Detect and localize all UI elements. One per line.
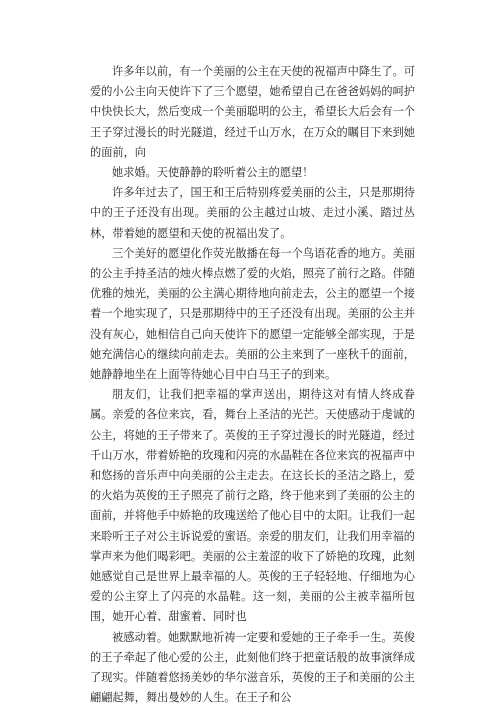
- paragraph-1: 许多年以前，有一个美丽的公主在天使的祝福声中降生了。可爱的小公主向天使许下了三个愿望，她希望自己在爸爸妈妈的呵护中快快长大，然后变成一个美丽聪明的公主，希望长大后会有一个王子穿过漫长的时光隧道，经过千山万水，在万众的瞩目下来到她的面前，向: [90, 65, 415, 159]
- paragraph-2: 她求婚。天使静静的聆听着公主的愿望！: [112, 166, 314, 180]
- document-body: [90, 62, 415, 709]
- paragraph-5: 朋友们，让我们把幸福的掌声送出，期待这对有情人终成眷属。亲爱的各位来宾，看，舞台上圣洁的光芒。天使感动于虔诚的公主，将她的王子带来了。英俊的王子穿过漫长的时光隧道，经过千山万水，带着娇艳的玫瑰和闪亮的水晶鞋在各位来宾的祝福声中和悠扬的音乐声中向美丽的公主走去。在这长长的圣洁之路上，爱的火焰为英俊的王子照亮了前行之路，终于他来到了美丽的公主的面前，并将他手中娇艳的玫瑰送给了他心目中的太阳。让我们一起来聆听王子对公主诉说爱的蜜语。亲爱的朋友们，让我们用幸福的掌声来为他们喝彩吧。美丽的公主羞涩的收下了娇艳的玫瑰，此刻她感觉自己是世界上最幸福的人。英俊的王子轻轻地、仔细地为心爱的公主穿上了闪亮的水晶鞋。这一刻，美丽的公主被幸福所包围，她开心着、甜蜜着、同时也: [90, 388, 415, 624]
- paragraph-4: 三个美好的愿望化作荧光散播在每一个鸟语花香的地方。美丽的公主手持圣洁的烛火棒点燃了爱的火焰，照亮了前行之路。伴随优雅的烛光，美丽的公主满心期待地向前走去，公主的愿望一个接着一个地实现了，只是那期待中的王子还没有出现。美丽的公主并没有灰心，她相信自己向天使许下的愿望一定能够全部实现，于是她充满信心的继续向前走去。美丽的公主来到了一座秋千的面前，她静静地坐在上面等待她心目中白马王子的到来。: [90, 246, 415, 382]
- paragraph-6: 被感动着。她默默地祈祷一定要和爱她的王子牵手一生。英俊的王子牵起了他心爱的公主，此刻他们终于把童话般的故事演绎成了现实。伴随着悠扬美妙的华尔滋音乐，英俊的王子和美丽的公主翩翩起舞，舞出曼妙的人生。在王子和公: [90, 630, 415, 705]
- paragraph-3: 许多年过去了，国王和王后特别疼爱美丽的公主，只是那期待中的王子还没有出现。美丽的公主越过山坡、走过小溪、踏过丛林，带着她的愿望和天使的祝福出发了。: [90, 186, 415, 240]
